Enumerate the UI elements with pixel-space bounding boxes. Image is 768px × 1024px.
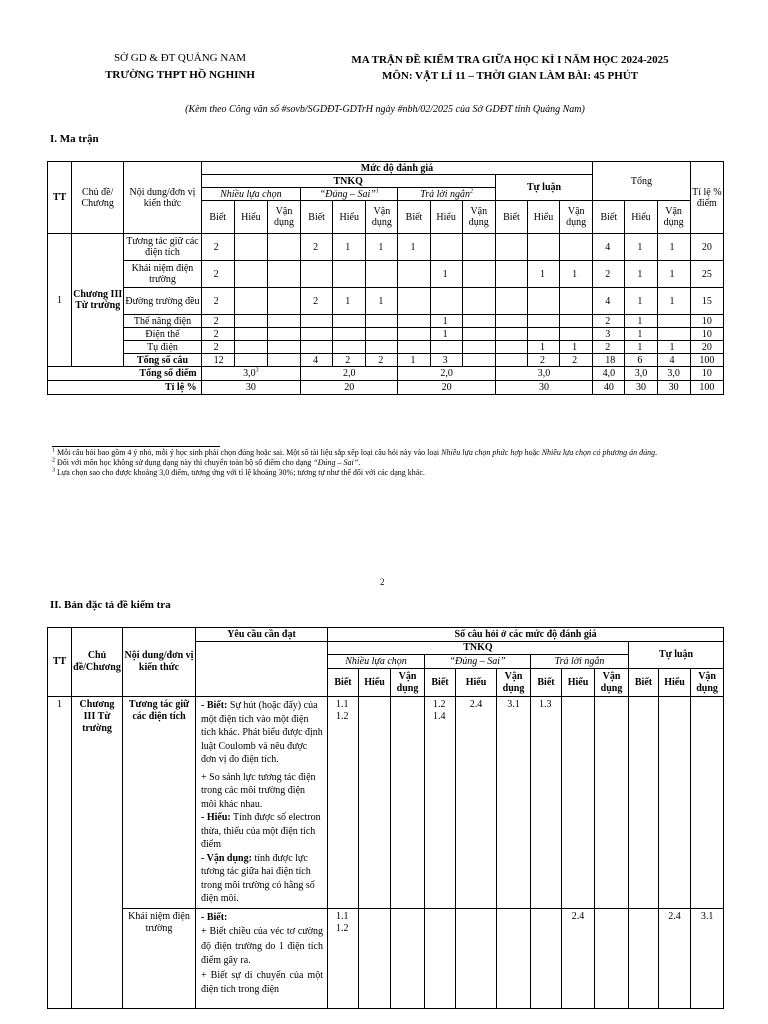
total-points-label: Tổng số điểm <box>48 367 202 381</box>
matrix-cell: 1 <box>560 341 593 354</box>
t2-chapter: Chương III Từ trường <box>72 697 123 1009</box>
pc-t1: 40 <box>593 381 625 395</box>
matrix-cell <box>301 261 333 288</box>
t2-th-sub: Hiểu <box>562 669 595 697</box>
t2-th-sub: Biết <box>531 669 562 697</box>
t2-requirements <box>196 697 328 909</box>
pc-mcq: 30 <box>201 381 300 395</box>
matrix-cell <box>366 341 398 354</box>
matrix-cell <box>267 288 300 315</box>
t2-th-essay: Tự luận <box>629 642 724 669</box>
matrix-content: Khái niệm điện trường <box>124 261 201 288</box>
total-questions-cell: 2 <box>560 354 593 367</box>
matrix-cell: 2 <box>201 288 234 315</box>
matrix-content: Tụ điện <box>124 341 201 354</box>
th-sub: Hiểu <box>333 201 366 234</box>
total-questions-cell: 18 <box>593 354 625 367</box>
th-sub: Hiểu <box>234 201 267 234</box>
q2-sa-understand: 2.4 <box>562 908 595 1008</box>
school-name: TRƯỜNG THPT HỒ NGHINH <box>105 69 255 81</box>
fn1-text-d: Nhiều lựa chọn có phương án đúng <box>541 448 656 457</box>
th-sub: Vận dụng <box>267 201 300 234</box>
th-total: Tổng <box>593 162 690 201</box>
fn1-text-e: . <box>655 448 658 457</box>
t2-th-tt: TT <box>48 628 72 697</box>
matrix-cell <box>398 341 430 354</box>
pc-ratio: 100 <box>690 381 723 395</box>
t2-th-sub: Biết <box>328 669 359 697</box>
total-questions-cell <box>234 354 267 367</box>
q-es-know <box>629 697 659 909</box>
t2-content-2: Khái niệm điện trường <box>123 908 196 1008</box>
req-apply-text: tính được lực tương tác giữa hai điện tích trong môi trường có hằng số điện môi. <box>201 852 315 904</box>
t2-requirements-2 <box>196 908 328 1008</box>
matrix-cell <box>527 288 559 315</box>
th-sub: Biết <box>398 201 430 234</box>
footnote-3: $^3$ Lựa chọn sao cho được khoảng 3,0 điểm, tương ứng với tỉ lệ khoảng 30%; tương tự như thế đối với các dạng khác. <box>52 467 425 477</box>
matrix-cell <box>495 261 527 288</box>
matrix-cell <box>527 328 559 341</box>
matrix-cell: 2 <box>201 234 234 261</box>
matrix-cell <box>267 328 300 341</box>
q2-es-understand: 2.4 <box>659 908 691 1008</box>
matrix-cell: 4 <box>593 288 625 315</box>
req-understand <box>201 811 323 852</box>
t2-th-mcq: Nhiều lựa chọn <box>328 655 425 669</box>
tp-ratio: 10 <box>690 367 723 381</box>
th-essay: Tự luận <box>495 175 592 201</box>
t2-th-chapter: Chủ đề/Chương <box>72 628 123 697</box>
matrix-cell <box>462 261 495 288</box>
q-sa-know: 1.3 <box>531 697 562 909</box>
th-sub: Biết <box>593 201 625 234</box>
total-questions-cell: 1 <box>398 354 430 367</box>
dept-name: SỞ GD & ĐT QUẢNG NAM <box>113 52 247 64</box>
fn2-text-c: . <box>358 458 361 467</box>
doc-title-line1: MA TRẬN ĐỀ KIỂM TRA GIỮA HỌC KÌ I NĂM HỌC 2024-2025 <box>351 54 669 66</box>
total-questions-cell: 6 <box>625 354 657 367</box>
tp-essay: 3,0 <box>495 367 592 381</box>
header-left <box>80 50 280 84</box>
t2-th-req: Yêu cầu cần đạt <box>196 628 328 642</box>
footnotes <box>52 448 722 478</box>
th-content: Nội dung/đơn vị kiến thức <box>124 162 201 234</box>
total-questions-row <box>48 354 724 367</box>
matrix-row <box>48 288 724 315</box>
total-questions-cell <box>267 354 300 367</box>
total-questions-cell: 3 <box>430 354 462 367</box>
th-sub: Vận dụng <box>657 201 690 234</box>
q-code: 1.4 <box>433 711 446 722</box>
matrix-cell: 1 <box>527 261 559 288</box>
matrix-cell <box>495 234 527 261</box>
matrix-cell <box>657 315 690 328</box>
fn1-text-c: hoặc <box>522 448 542 457</box>
total-questions-cell <box>495 354 527 367</box>
t2-th-sub: Vận dụng <box>391 669 425 697</box>
fn1-text-b: Nhiều lựa chọn phức hợp <box>441 448 523 457</box>
matrix-cell: 1 <box>625 341 657 354</box>
matrix-cell <box>267 315 300 328</box>
req-understand-text: Tính được số electron thừa, thiếu của một điện tích điểm <box>201 812 321 850</box>
pc-essay: 30 <box>495 381 592 395</box>
th-sa-label: Trả lời ngắn <box>420 188 471 200</box>
percent-label: Tỉ lệ % <box>48 381 202 395</box>
th-tf-label: “Đúng – Sai” <box>319 188 376 200</box>
pc-sa: 20 <box>398 381 495 395</box>
matrix-cell <box>398 261 430 288</box>
matrix-cell <box>495 288 527 315</box>
matrix-cell: 1 <box>657 288 690 315</box>
matrix-cell: 1 <box>560 261 593 288</box>
matrix-cell <box>462 288 495 315</box>
q2-es-know <box>629 908 659 1008</box>
percent-row <box>48 381 724 395</box>
req2-item-2: + Biết sự di chuyển của một điện tích trong điện <box>201 969 323 995</box>
matrix-cell <box>366 261 398 288</box>
matrix-cell <box>234 261 267 288</box>
matrix-cell <box>527 315 559 328</box>
spec-row <box>48 908 724 1008</box>
matrix-cell: 1 <box>430 315 462 328</box>
matrix-cell <box>657 328 690 341</box>
q2-mcq-understand <box>359 908 391 1008</box>
matrix-row <box>48 234 724 261</box>
th-sub: Hiểu <box>625 201 657 234</box>
q-tf-know <box>425 697 456 909</box>
req2-item-1: + Biết chiều của véc tơ cường độ điện trường do 1 điện tích điểm gây ra. <box>201 926 323 966</box>
q-sa-understand <box>562 697 595 909</box>
section2-title: II. Bản đặc tả đề kiểm tra <box>50 599 171 611</box>
t2-th-sub: Hiểu <box>659 669 691 697</box>
th-sub: Hiểu <box>527 201 559 234</box>
q-mcq-know <box>328 697 359 909</box>
total-questions-cell: 12 <box>201 354 234 367</box>
matrix-cell: 1 <box>366 288 398 315</box>
t2-th-sub: Biết <box>629 669 659 697</box>
req-know-text: Sự hút (hoặc đẩy) của một điện tích vào một điện tích khác. Phát biểu được định luật Coulomb và nêu được đơn vị đo điện tích. <box>201 700 323 765</box>
t2-th-sub: Vận dụng <box>595 669 629 697</box>
th-sub: Vận dụng <box>462 201 495 234</box>
matrix-cell <box>398 328 430 341</box>
matrix-row <box>48 315 724 328</box>
t2-th-sub: Vận dụng <box>497 669 531 697</box>
matrix-cell <box>234 288 267 315</box>
reference-note: (Kèm theo Công văn số #sovb/SGDĐT-GDTrH ngày #nbh/02/2025 của Sở GDĐT tỉnh Quảng Nam) <box>185 104 585 115</box>
q2-sa-know <box>531 908 562 1008</box>
matrix-cell: 2 <box>201 341 234 354</box>
matrix-cell: 1 <box>657 234 690 261</box>
matrix-cell <box>333 261 366 288</box>
matrix-cell: 1 <box>333 234 366 261</box>
req2-know <box>201 911 323 926</box>
fn1-text-a: Mỗi câu hỏi bao gồm 4 ý nhỏ, mỗi ý học sinh phải chọn đúng hoặc sai. Một số tài liệu sắp xếp loại câu hỏi này vào loại <box>57 448 442 457</box>
tp-mcq-sup: 3 <box>255 367 259 374</box>
q2-es-apply: 3.1 <box>691 908 724 1008</box>
matrix-cell: 2 <box>593 341 625 354</box>
matrix-cell <box>527 234 559 261</box>
matrix-cell <box>495 328 527 341</box>
matrix-cell: 2 <box>301 234 333 261</box>
t2-tt: 1 <box>48 697 72 1009</box>
q-tf-understand: 2.4 <box>456 697 497 909</box>
th-level: Mức độ đánh giá <box>201 162 593 175</box>
th-sub: Biết <box>201 201 234 234</box>
matrix-cell: 1 <box>625 261 657 288</box>
spec-table <box>47 627 724 1009</box>
total-questions-cell: 2 <box>333 354 366 367</box>
tp-tf: 2,0 <box>301 367 398 381</box>
q2-mcq-apply <box>391 908 425 1008</box>
q-tf-apply: 3.1 <box>497 697 531 909</box>
th-sub: Vận dụng <box>366 201 398 234</box>
q2-sa-apply <box>595 908 629 1008</box>
matrix-cell: 2 <box>593 315 625 328</box>
t2-th-sa: Trả lời ngắn <box>531 655 629 669</box>
total-questions-cell: 4 <box>657 354 690 367</box>
matrix-cell <box>301 315 333 328</box>
pc-t3: 30 <box>657 381 690 395</box>
matrix-cell <box>301 328 333 341</box>
footnote-divider <box>52 446 220 447</box>
matrix-cell: 4 <box>593 234 625 261</box>
th-tf: “Đúng – Sai”$^1$ <box>301 188 398 201</box>
q2-tf-apply <box>497 908 531 1008</box>
matrix-cell: 20 <box>690 341 723 354</box>
matrix-cell <box>234 315 267 328</box>
matrix-cell <box>462 315 495 328</box>
matrix-cell <box>234 328 267 341</box>
tp-t2: 3,0 <box>625 367 657 381</box>
matrix-cell: 1 <box>657 341 690 354</box>
tp-t1: 4,0 <box>593 367 625 381</box>
footnote-2: $^2$ Đối với môn học không sử dụng dạng này thì chuyển toàn bộ số điểm cho dạng “Đúng – Sai”. <box>52 457 361 467</box>
matrix-cell: 3 <box>593 328 625 341</box>
q-mcq-apply <box>391 697 425 909</box>
th-sub: Hiểu <box>430 201 462 234</box>
req-know <box>201 699 323 767</box>
q-code: 1.1 <box>336 699 349 710</box>
matrix-cell <box>430 288 462 315</box>
matrix-row <box>48 341 724 354</box>
tp-mcq <box>201 367 300 381</box>
tp-mcq-value: 3,0 <box>243 368 256 379</box>
matrix-cell: 10 <box>690 328 723 341</box>
t2-th-tf: “Đúng – Sai” <box>425 655 531 669</box>
t2-th-sub: Vận dụng <box>691 669 724 697</box>
t2-th-sub: Hiểu <box>359 669 391 697</box>
th-sub: Vận dụng <box>560 201 593 234</box>
matrix-cell <box>267 234 300 261</box>
q2-tf-know <box>425 908 456 1008</box>
matrix-cell <box>462 328 495 341</box>
matrix-cell: 1 <box>625 234 657 261</box>
matrix-cell <box>366 328 398 341</box>
q-code: 1.2 <box>433 699 446 710</box>
t2-th-sub: Hiểu <box>456 669 497 697</box>
q-code: 1.2 <box>336 922 349 934</box>
total-questions-label: Tổng số câu <box>124 354 201 367</box>
matrix-cell: 25 <box>690 261 723 288</box>
fn2-text-a: Đối với môn học không sử dụng dạng này thì chuyển toàn bộ số điểm cho dạng <box>57 458 314 467</box>
matrix-cell <box>462 234 495 261</box>
matrix-cell <box>398 288 430 315</box>
matrix-cell <box>267 341 300 354</box>
footnote-1: $^1$ Mỗi câu hỏi bao gồm 4 ý nhỏ, mỗi ý học sinh phải chọn đúng hoặc sai. Một số tài liệu sắp xếp loại câu hỏi này vào loại Nhiều lựa chọn phức hợp hoặc Nhiều lựa chọn có phương án đúng. <box>52 447 658 457</box>
matrix-cell: 1 <box>625 288 657 315</box>
req-know-label: - Biết: <box>201 700 228 711</box>
matrix-cell: 20 <box>690 234 723 261</box>
matrix-cell <box>560 328 593 341</box>
doc-title-line2: MÔN: VẬT LÍ 11 – THỜI GIAN LÀM BÀI: 45 PHÚT <box>381 70 639 82</box>
th-sub: Biết <box>301 201 333 234</box>
fn2-text-b: “Đúng – Sai” <box>313 458 359 467</box>
matrix-cell: 1 <box>430 328 462 341</box>
fn3-text: Lựa chọn sao cho được khoảng 3,0 điểm, tương ứng với tỉ lệ khoảng 30%; tương tự như thế đối với các dạng khác. <box>57 468 425 477</box>
matrix-cell: 1 <box>333 288 366 315</box>
matrix-chapter: Chương III Từ trường <box>72 234 124 367</box>
q-sa-apply <box>595 697 629 909</box>
matrix-row <box>48 261 724 288</box>
th-sa: Trả lời ngắn$^2$ <box>398 188 495 201</box>
header-right <box>330 52 690 84</box>
matrix-cell: 1 <box>527 341 559 354</box>
req-compare: + So sánh lực tương tác điện trong các môi trường điện môi khác nhau. <box>201 771 316 810</box>
q2-mcq-know <box>328 908 359 1008</box>
q-code: 1.2 <box>336 711 349 722</box>
matrix-cell: 1 <box>398 234 430 261</box>
matrix-cell: 2 <box>201 261 234 288</box>
matrix-tt: 1 <box>48 234 72 367</box>
total-questions-cell <box>462 354 495 367</box>
matrix-cell <box>234 234 267 261</box>
section1-title: I. Ma trận <box>50 133 99 145</box>
th-sub: Biết <box>495 201 527 234</box>
matrix-cell <box>301 341 333 354</box>
matrix-cell <box>398 315 430 328</box>
spec-row <box>48 697 724 909</box>
q-es-apply <box>691 697 724 909</box>
t2-th-tnkq: TNKQ <box>328 642 629 655</box>
tp-sa: 2,0 <box>398 367 495 381</box>
t2-th-sub: Biết <box>425 669 456 697</box>
matrix-cell <box>267 261 300 288</box>
matrix-cell <box>462 341 495 354</box>
matrix-content: Tương tác giữ các điện tích <box>124 234 201 261</box>
matrix-cell <box>495 341 527 354</box>
matrix-cell <box>333 328 366 341</box>
matrix-cell: 2 <box>201 315 234 328</box>
matrix-cell <box>495 315 527 328</box>
pc-tf: 20 <box>301 381 398 395</box>
req2-know-label: - Biết: <box>201 911 228 923</box>
matrix-cell: 2 <box>593 261 625 288</box>
matrix-cell: 1 <box>625 315 657 328</box>
matrix-cell <box>560 315 593 328</box>
tp-t3: 3,0 <box>657 367 690 381</box>
matrix-cell: 10 <box>690 315 723 328</box>
matrix-cell: 1 <box>657 261 690 288</box>
matrix-cell <box>234 341 267 354</box>
matrix-cell <box>366 315 398 328</box>
req-apply <box>201 852 323 906</box>
total-questions-cell: 100 <box>690 354 723 367</box>
matrix-cell <box>333 341 366 354</box>
matrix-table <box>47 161 724 395</box>
t2-th-req-empty <box>196 642 328 697</box>
total-questions-cell: 2 <box>527 354 559 367</box>
th-ratio: Tỉ lệ % điểm <box>690 162 723 234</box>
matrix-content: Đường trường đều <box>124 288 201 315</box>
matrix-cell <box>430 234 462 261</box>
total-questions-cell: 2 <box>366 354 398 367</box>
q-es-understand <box>659 697 691 909</box>
matrix-cell <box>333 315 366 328</box>
th-tnkq: TNKQ <box>201 175 495 188</box>
req-apply-label: - Vận dụng: <box>201 852 252 864</box>
th-mcq: Nhiều lựa chọn <box>201 188 300 201</box>
th-tt: TT <box>48 162 72 234</box>
t2-th-count: Số câu hỏi ở các mức độ đánh giá <box>328 628 724 642</box>
total-points-row <box>48 367 724 381</box>
q2-tf-understand <box>456 908 497 1008</box>
matrix-cell: 15 <box>690 288 723 315</box>
req-understand-label: - Hiểu: <box>201 812 231 823</box>
matrix-cell <box>430 341 462 354</box>
matrix-cell: 2 <box>201 328 234 341</box>
matrix-content: Điện thế <box>124 328 201 341</box>
matrix-cell <box>560 288 593 315</box>
matrix-row <box>48 328 724 341</box>
matrix-cell <box>560 234 593 261</box>
matrix-content: Thế năng điện <box>124 315 201 328</box>
matrix-cell: 1 <box>430 261 462 288</box>
page-number: 2 <box>380 577 385 587</box>
t2-th-content: Nội dung/đơn vị kiến thức <box>123 628 196 697</box>
th-chapter: Chủ đề/ Chương <box>72 162 124 234</box>
pc-t2: 30 <box>625 381 657 395</box>
matrix-cell: 1 <box>625 328 657 341</box>
t2-content: Tương tác giữ các điện tích <box>123 697 196 909</box>
q-code: 1.1 <box>336 910 349 922</box>
matrix-cell: 2 <box>301 288 333 315</box>
matrix-cell: 1 <box>366 234 398 261</box>
total-questions-cell: 4 <box>301 354 333 367</box>
q-mcq-understand <box>359 697 391 909</box>
